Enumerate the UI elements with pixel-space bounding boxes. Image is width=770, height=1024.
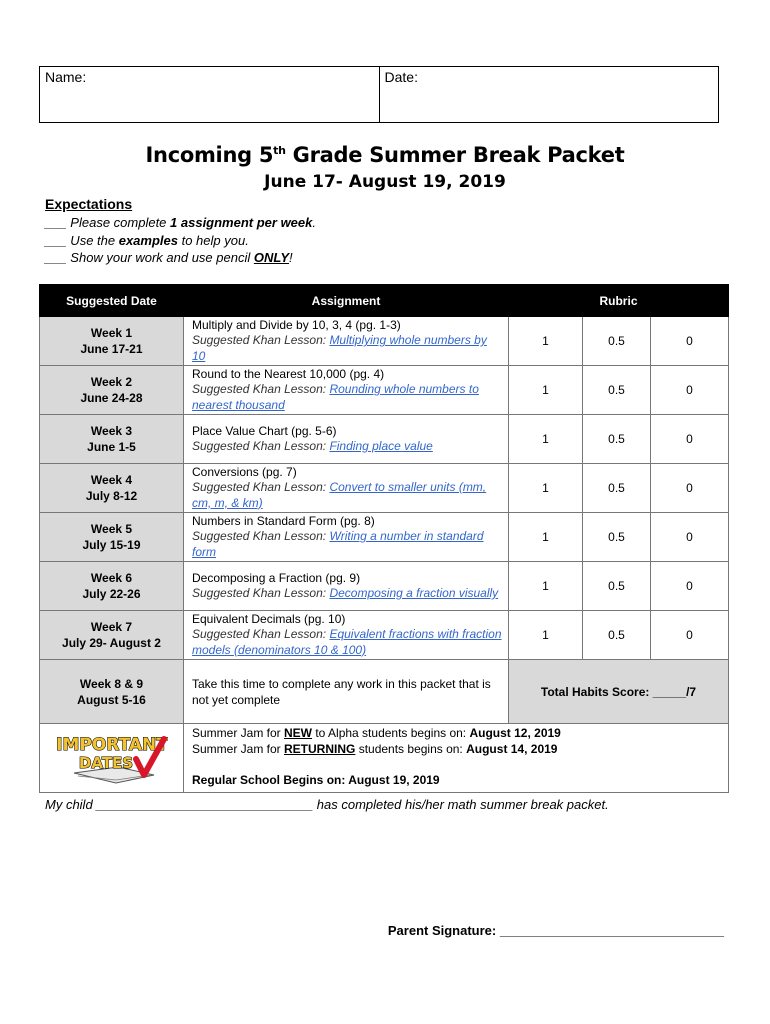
rubric-score-half: 0.5 <box>583 611 651 660</box>
header-rubric: Rubric <box>509 285 729 317</box>
khan-prefix: Suggested Khan Lesson: <box>192 529 330 544</box>
summer-jam-new: Summer Jam for NEW to Alpha students begins on: August 12, 2019 <box>192 726 561 740</box>
week-date-cell <box>40 415 184 464</box>
rubric-score-half: 0.5 <box>583 562 651 611</box>
table-row <box>40 366 729 415</box>
svg-text:DATES: DATES <box>78 754 133 772</box>
assignment-table <box>39 284 729 793</box>
table-row <box>40 415 729 464</box>
rubric-score-half: 0.5 <box>583 317 651 366</box>
week-dates: June 24-28 <box>80 391 143 405</box>
date-field[interactable] <box>379 67 719 122</box>
khan-lesson-link[interactable]: Rounding whole numbers to nearest thousand <box>192 382 479 412</box>
rubric-score-full: 1 <box>509 366 583 415</box>
name-label: Name: <box>45 69 87 85</box>
page-subtitle: June 17- August 19, 2019 <box>264 172 506 192</box>
week-date-cell <box>40 317 184 366</box>
assignment-title: Multiply and Divide by 10, 3, 4 (pg. 1-3) <box>192 317 401 332</box>
week-dates: June 1-5 <box>87 440 136 454</box>
rubric-score-zero: 0 <box>651 317 729 366</box>
table-row <box>40 611 729 660</box>
table-row-final <box>40 660 729 724</box>
assignment-title: Round to the Nearest 10,000 (pg. 4) <box>192 366 385 381</box>
rubric-score-zero: 0 <box>651 562 729 611</box>
rubric-score-full: 1 <box>509 464 583 513</box>
rubric-score-full: 1 <box>509 513 583 562</box>
assignment-title: Place Value Chart (pg. 5-6) <box>192 423 337 438</box>
khan-prefix: Suggested Khan Lesson: <box>192 439 330 453</box>
week-label: Week 2 <box>90 375 133 389</box>
week-label: Week 5 <box>90 522 133 536</box>
assignment-cell <box>184 415 509 464</box>
assignment-title: Equivalent Decimals (pg. 10) <box>192 611 346 626</box>
rubric-score-full: 1 <box>509 611 583 660</box>
final-date-cell: Week 8 & 9 August 5-16 <box>40 660 184 724</box>
header-suggested-date: Suggested Date <box>40 285 184 317</box>
week-label: Week 6 <box>90 571 133 585</box>
week-date-cell <box>40 366 184 415</box>
rubric-score-zero: 0 <box>651 464 729 513</box>
week-dates: July 29- August 2 <box>62 636 161 650</box>
week-label: Week 1 <box>90 326 133 340</box>
important-dates-icon <box>56 729 168 787</box>
khan-lesson-link[interactable]: Equivalent fractions with fraction models (denominators 10 & 100) <box>192 627 502 657</box>
table-row <box>40 317 729 366</box>
assignment-title: Conversions (pg. 7) <box>192 464 297 479</box>
table-row <box>40 562 729 611</box>
name-field[interactable] <box>40 67 379 122</box>
week-date-cell <box>40 464 184 513</box>
khan-lesson-link[interactable]: Multiplying whole numbers by 10 <box>192 333 487 363</box>
khan-lesson-link[interactable]: Decomposing a fraction visually <box>329 586 499 600</box>
rubric-score-zero: 0 <box>651 513 729 562</box>
week-label: Week 4 <box>90 473 133 487</box>
assignment-title: Decomposing a Fraction (pg. 9) <box>192 570 361 585</box>
rubric-score-full: 1 <box>509 562 583 611</box>
header-assignment: Assignment <box>184 285 509 317</box>
rubric-score-zero: 0 <box>651 366 729 415</box>
summer-jam-returning: Summer Jam for RETURNING students begins on: August 14, 2019 <box>192 741 558 756</box>
rubric-score-half: 0.5 <box>583 366 651 415</box>
week-label: Week 7 <box>90 620 133 634</box>
expectations-heading: Expectations <box>45 196 133 212</box>
week-label: Week 3 <box>90 424 133 438</box>
rubric-score-zero: 0 <box>651 611 729 660</box>
child-completion-statement: My child ______________________________ has completed his/her math summer break packet. <box>45 797 609 812</box>
khan-prefix: Suggested Khan Lesson: <box>192 627 330 642</box>
assignment-cell <box>184 366 509 415</box>
assignment-cell <box>184 317 509 366</box>
rubric-score-half: 0.5 <box>583 513 651 562</box>
week-dates: July 15-19 <box>82 538 141 552</box>
assignment-title: Numbers in Standard Form (pg. 8) <box>192 513 375 528</box>
table-row <box>40 464 729 513</box>
table-row <box>40 513 729 562</box>
week-dates: June 17-21 <box>80 342 143 356</box>
regular-school-begins: Regular School Begins on: August 19, 2019 <box>192 773 440 787</box>
assignment-cell <box>184 562 509 611</box>
expectation-item: ___ Show your work and use pencil ONLY! <box>45 250 293 265</box>
expectation-item: ___ Use the examples to help you. <box>45 232 249 248</box>
important-dates-info <box>184 724 729 793</box>
important-dates-badge-cell <box>40 724 184 793</box>
rubric-score-zero: 0 <box>651 415 729 464</box>
khan-prefix: Suggested Khan Lesson: <box>192 333 330 348</box>
khan-lesson-link[interactable]: Finding place value <box>329 439 433 453</box>
rubric-score-half: 0.5 <box>583 464 651 513</box>
rubric-score-full: 1 <box>509 415 583 464</box>
week-dates: July 22-26 <box>82 587 141 601</box>
svg-text:IMPORTANT: IMPORTANT <box>55 735 168 755</box>
parent-signature[interactable]: Parent Signature: _______________________________ <box>387 923 724 938</box>
important-dates-row <box>40 724 729 793</box>
khan-prefix: Suggested Khan Lesson: <box>192 480 330 495</box>
expectations <box>45 196 316 267</box>
week-date-cell <box>40 562 184 611</box>
expectation-item: ___ Please complete 1 assignment per week. <box>45 215 316 230</box>
khan-prefix: Suggested Khan Lesson: <box>192 586 330 600</box>
assignment-cell <box>184 464 509 513</box>
rubric-score-half: 0.5 <box>583 415 651 464</box>
khan-prefix: Suggested Khan Lesson: <box>192 382 330 397</box>
week-dates: July 8-12 <box>85 489 138 503</box>
total-habits-score: Total Habits Score: _____/7 <box>509 660 729 724</box>
rubric-score-full: 1 <box>509 317 583 366</box>
khan-lesson-link[interactable]: Writing a number in standard form <box>192 529 484 559</box>
week-date-cell <box>40 611 184 660</box>
date-label: Date: <box>384 69 418 85</box>
page-title: Incoming 5th Grade Summer Break Packet <box>145 143 625 167</box>
assignment-cell <box>184 611 509 660</box>
khan-lesson-link[interactable]: Convert to smaller units (mm, cm, m, & km) <box>192 480 487 510</box>
assignment-cell <box>184 513 509 562</box>
final-assignment-cell: Take this time to complete any work in this packet that is not yet complete <box>184 660 509 724</box>
name-date-box <box>39 66 719 123</box>
week-date-cell <box>40 513 184 562</box>
